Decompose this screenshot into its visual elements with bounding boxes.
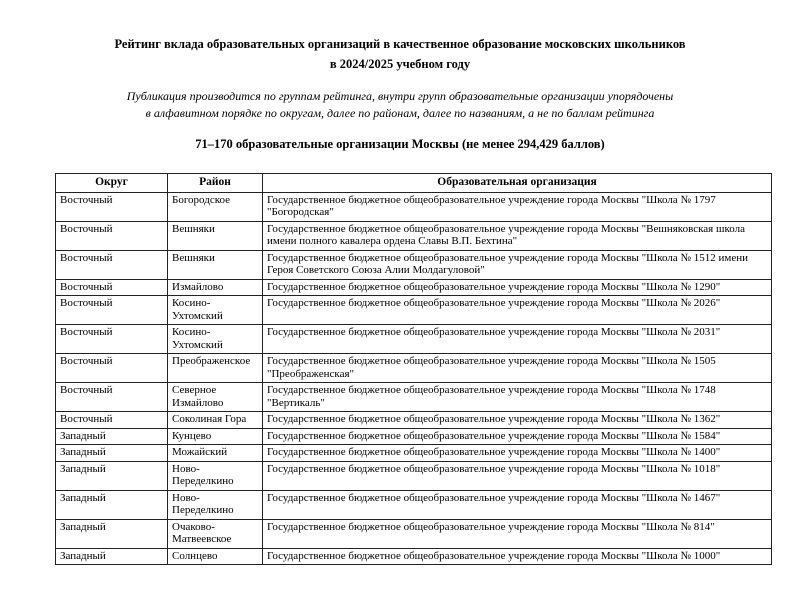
org-cell: Государственное бюджетное общеобразовательное учреждение города Москвы "Школа № 1362" [263, 412, 772, 429]
rayon-cell: Косино-Ухтомский [168, 325, 263, 354]
okrug-cell: Западный [56, 445, 168, 462]
rayon-cell: Измайлово [168, 279, 263, 296]
table-row [56, 548, 772, 565]
okrug-cell: Восточный [56, 279, 168, 296]
table-row [56, 428, 772, 445]
organizations-table [55, 173, 772, 565]
okrug-cell: Восточный [56, 192, 168, 221]
okrug-cell: Западный [56, 490, 168, 519]
org-cell: Государственное бюджетное общеобразовательное учреждение города Москвы "Школа № 1748 "Вертикаль" [263, 383, 772, 412]
document-page [0, 34, 800, 599]
table-row [56, 192, 772, 221]
org-cell: Государственное бюджетное общеобразовательное учреждение города Москвы "Вешняковская школа имени полного кавалера ордена Славы В.П. Бехтина" [263, 221, 772, 250]
group-heading: 71–170 образовательные организации Москвы (не менее 294,429 баллов) [195, 137, 605, 151]
publication-note [0, 88, 800, 122]
rayon-cell: Очаково-Матвеевское [168, 519, 263, 548]
page-title-line2: в 2024/2025 учебном году [329, 57, 471, 71]
rayon-cell: Северное Измайлово [168, 383, 263, 412]
table-row [56, 461, 772, 490]
table-row [56, 221, 772, 250]
org-cell: Государственное бюджетное общеобразовательное учреждение города Москвы "Школа № 1400" [263, 445, 772, 462]
column-header-org: Образовательная организация [263, 174, 772, 193]
okrug-cell: Западный [56, 548, 168, 565]
org-cell: Государственное бюджетное общеобразовательное учреждение города Москвы "Школа № 1512 имени Героя Советского Союза Алии Молдагуловой" [263, 250, 772, 279]
rayon-cell: Вешняки [168, 250, 263, 279]
column-header-rayon: Район [168, 174, 263, 193]
okrug-cell: Западный [56, 428, 168, 445]
okrug-cell: Западный [56, 519, 168, 548]
org-cell: Государственное бюджетное общеобразовательное учреждение города Москвы "Школа № 814" [263, 519, 772, 548]
org-cell: Государственное бюджетное общеобразовательное учреждение города Москвы "Школа № 1290" [263, 279, 772, 296]
table-row [56, 296, 772, 325]
table-row [56, 490, 772, 519]
table-row [56, 354, 772, 383]
table-row [56, 383, 772, 412]
org-cell: Государственное бюджетное общеобразовательное учреждение города Москвы "Школа № 1797 "Богородская" [263, 192, 772, 221]
okrug-cell: Восточный [56, 412, 168, 429]
rayon-cell: Косино-Ухтомский [168, 296, 263, 325]
okrug-cell: Восточный [56, 354, 168, 383]
okrug-cell: Восточный [56, 325, 168, 354]
rayon-cell: Можайский [168, 445, 263, 462]
table-row [56, 250, 772, 279]
okrug-cell: Восточный [56, 383, 168, 412]
org-cell: Государственное бюджетное общеобразовательное учреждение города Москвы "Школа № 1018" [263, 461, 772, 490]
publication-note-line1: Публикация производится по группам рейтинга, внутри групп образовательные организации упорядочены [126, 89, 674, 103]
rayon-cell: Вешняки [168, 221, 263, 250]
table-row [56, 519, 772, 548]
page-title-line1: Рейтинг вклада образовательных организаций в качественное образование московских школьников [114, 37, 686, 51]
table-row [56, 279, 772, 296]
org-cell: Государственное бюджетное общеобразовательное учреждение города Москвы "Школа № 1467" [263, 490, 772, 519]
rayon-cell: Солнцево [168, 548, 263, 565]
okrug-cell: Западный [56, 461, 168, 490]
publication-note-line2: в алфавитном порядке по округам, далее по районам, далее по названиям, а не по баллам рейтинга [145, 106, 655, 120]
rayon-cell: Ново-Переделкино [168, 490, 263, 519]
rayon-cell: Преображенское [168, 354, 263, 383]
org-cell: Государственное бюджетное общеобразовательное учреждение города Москвы "Школа № 2026" [263, 296, 772, 325]
table-row [56, 412, 772, 429]
org-cell: Государственное бюджетное общеобразовательное учреждение города Москвы "Школа № 2031" [263, 325, 772, 354]
column-header-okrug: Округ [56, 174, 168, 193]
rayon-cell: Богородское [168, 192, 263, 221]
rayon-cell: Соколиная Гора [168, 412, 263, 429]
okrug-cell: Восточный [56, 250, 168, 279]
page-title [0, 34, 800, 74]
rayon-cell: Кунцево [168, 428, 263, 445]
org-cell: Государственное бюджетное общеобразовательное учреждение города Москвы "Школа № 1505 "Преображенская" [263, 354, 772, 383]
table-row [56, 445, 772, 462]
rayon-cell: Ново-Переделкино [168, 461, 263, 490]
okrug-cell: Восточный [56, 221, 168, 250]
table-row [56, 325, 772, 354]
table-header-row [56, 174, 772, 193]
org-cell: Государственное бюджетное общеобразовательное учреждение города Москвы "Школа № 1584" [263, 428, 772, 445]
okrug-cell: Восточный [56, 296, 168, 325]
org-cell: Государственное бюджетное общеобразовательное учреждение города Москвы "Школа № 1000" [263, 548, 772, 565]
